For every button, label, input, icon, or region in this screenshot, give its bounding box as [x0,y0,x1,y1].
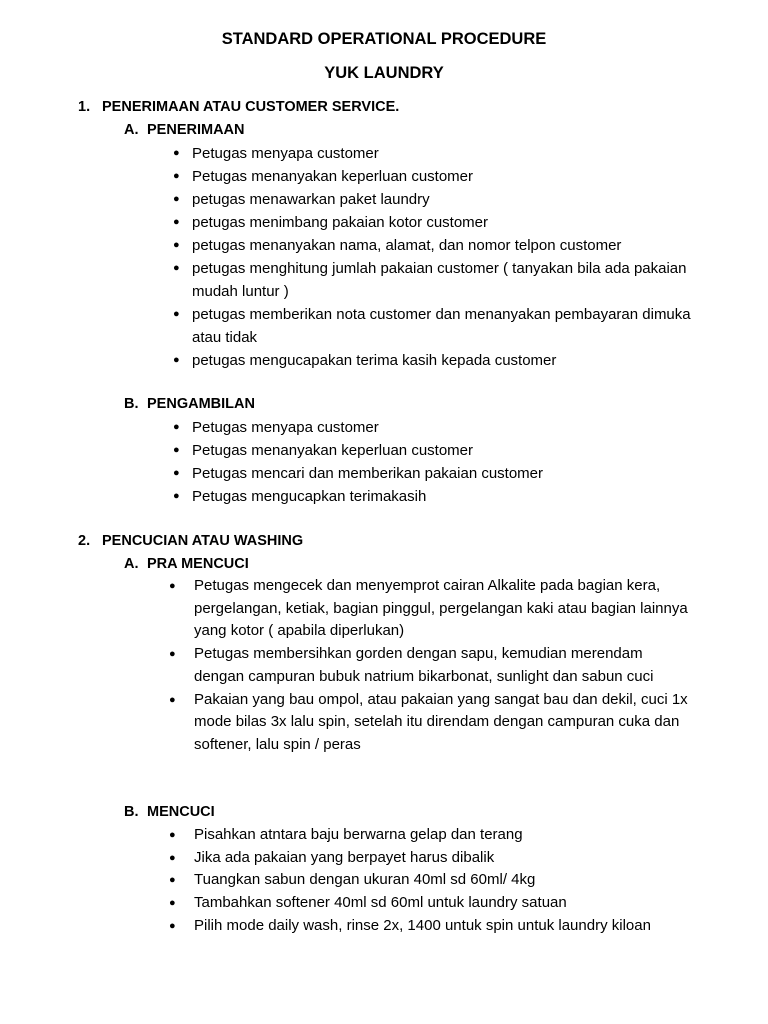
bullet-icon: ● [173,239,180,251]
bullet-icon: ● [169,580,176,592]
subsection-letter: B. [124,396,139,412]
bullet-list [169,824,694,938]
list-item [173,257,692,303]
list-item [169,643,694,688]
bullet-icon: ● [173,216,180,228]
list-item [173,462,692,485]
list-item [173,188,692,211]
list-item [169,915,694,938]
section-title: PENERIMAAN ATAU CUSTOMER SERVICE. [102,99,400,115]
list-item-text: Petugas menyapa customer [192,419,379,436]
list-item-text: petugas memberikan nota customer dan menanyakan pembayaran dimuka atau tidak [192,306,691,346]
list-item-text: petugas menanyakan nama, alamat, dan nomor telpon customer [192,237,622,254]
bullet-icon: ● [169,919,176,932]
list-item [169,824,694,847]
list-item-text: Petugas menanyakan keperluan customer [192,442,474,459]
list-item-text: Jika ada pakaian yang berpayet harus dibalik [194,848,495,866]
list-item-text: petugas mengucapakan terima kasih kepada customer [192,352,557,369]
list-item-text: Petugas mengucapkan terimakasih [192,488,427,505]
list-item-text: Pakaian yang bau ompol, atau pakaian yang sangat bau dan dekil, cuci 1x mode bilas 3x lalu spin, setelah itu direndam dengan campuran cuka dan softener, lalu spin / peras [194,690,688,753]
subsection-heading [124,120,244,140]
list-item [169,847,694,870]
list-item-text: Petugas menanyakan keperluan customer [192,168,474,185]
subsection-title: MENCUCI [147,804,215,820]
section-title: PENCUCIAN ATAU WASHING [102,533,304,549]
bullet-icon: ● [173,354,180,366]
bullet-icon: ● [173,467,180,479]
subsection-heading [124,802,215,822]
list-item-text: Petugas mengecek dan menyemprot cairan Alkalite pada bagian kera, pergelangan, ketiak, bagian pinggul, pergelangan kaki atau bagian lainnya yang kotor ( apabila diperlukan) [194,577,688,640]
section-heading [78,531,303,551]
list-item [173,416,692,439]
bullet-icon: ● [173,147,180,159]
list-item-text: petugas menawarkan paket laundry [192,191,430,208]
list-item [169,892,694,915]
list-item [169,869,694,892]
section-number: 1. [78,99,91,115]
list-item [173,485,692,508]
list-item [169,575,694,643]
bullet-icon: ● [173,421,180,433]
list-item-text: Petugas membersihkan gorden dengan sapu, kemudian merendam dengan campuran bubuk natrium bikarbonat, sunlight dan sabun cuci [194,645,654,685]
bullet-icon: ● [169,851,176,864]
list-item-text: petugas menghitung jumlah pakaian customer ( tanyakan bila ada pakaian mudah luntur ) [192,260,687,300]
list-item [173,303,692,349]
bullet-list [173,142,692,372]
list-item [169,689,694,757]
section-number: 2. [78,533,91,549]
subsection-letter: B. [124,804,139,820]
list-item-text: Pilih mode daily wash, rinse 2x, 1400 untuk spin untuk laundry kiloan [194,916,651,934]
bullet-icon: ● [169,648,176,661]
subsection-letter: A. [124,556,139,572]
subsection-letter: A. [124,122,139,138]
subsection-heading [124,394,255,414]
bullet-icon: ● [169,693,176,706]
section-heading [78,97,399,117]
list-item [173,439,692,462]
list-item [173,165,692,188]
list-item-text: Pisahkan atntara baju berwarna gelap dan terang [194,826,523,843]
bullet-icon: ● [173,262,180,274]
bullet-icon: ● [173,490,180,502]
subsection-title: PENGAMBILAN [147,396,255,412]
list-item [173,234,692,257]
subsection-title: PENERIMAAN [147,122,245,138]
list-item-text: petugas menimbang pakaian kotor customer [192,214,489,231]
bullet-icon: ● [169,874,176,887]
list-item [173,142,692,165]
list-item [173,211,692,234]
list-item-text: Petugas mencari dan memberikan pakaian customer [192,465,544,482]
subsection-title: PRA MENCUCI [147,556,249,572]
bullet-icon: ● [173,308,180,320]
bullet-icon: ● [173,193,180,205]
list-item-text: Tuangkan sabun dengan ukuran 40ml sd 60ml/ 4kg [194,871,536,889]
bullet-icon: ● [169,829,176,841]
list-item-text: Petugas menyapa customer [192,145,379,162]
bullet-icon: ● [169,897,176,910]
list-item-text: Tambahkan softener 40ml sd 60ml untuk laundry satuan [194,894,567,912]
list-item [173,349,692,372]
document-title: STANDARD OPERATIONAL PROCEDURE [221,30,547,48]
subsection-heading [124,554,249,574]
bullet-icon: ● [173,444,180,456]
bullet-list [173,416,692,508]
document-subtitle: YUK LAUNDRY [324,64,444,82]
bullet-list [169,575,694,757]
bullet-icon: ● [173,170,180,182]
